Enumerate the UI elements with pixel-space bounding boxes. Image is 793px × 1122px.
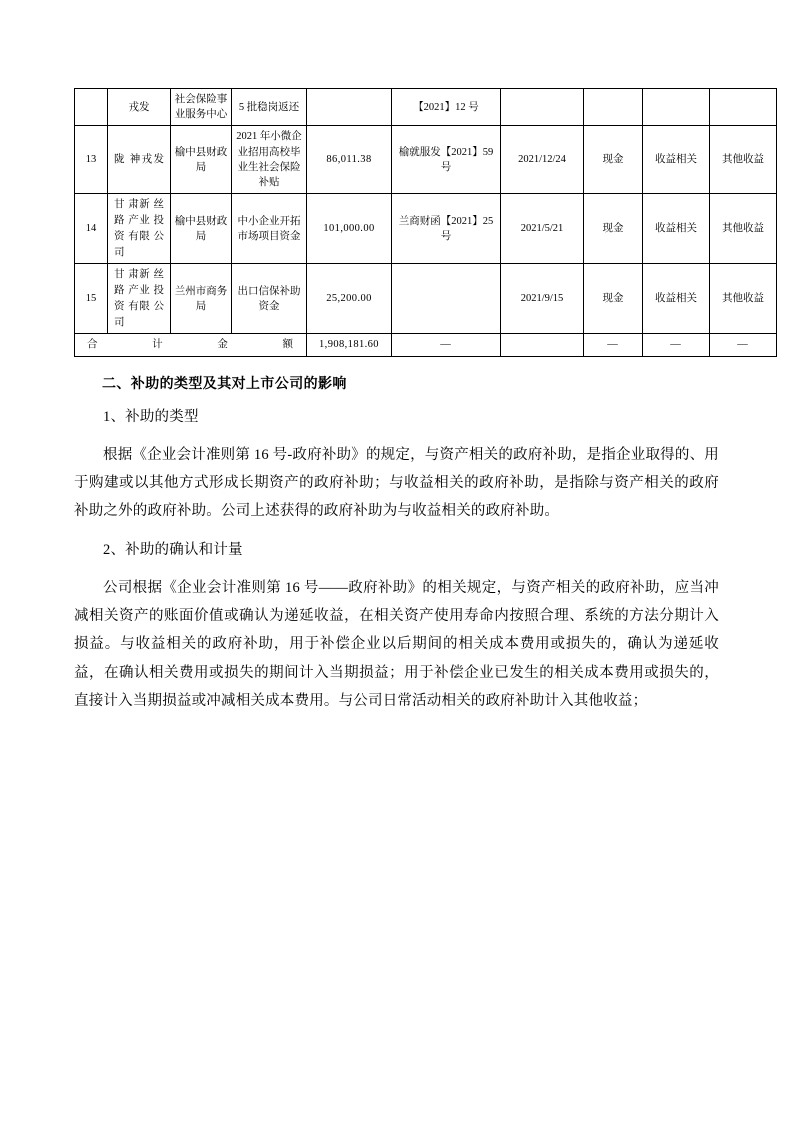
cell-type: 现金: [584, 126, 643, 194]
cell-company-text: 陇 神戎发: [114, 154, 164, 165]
cell-date: 2021/5/21: [501, 194, 584, 264]
cell-date: [501, 89, 584, 126]
subsection-heading-2: 2、补助的确认和计量: [103, 541, 243, 558]
cell-amount: 101,000.00: [307, 194, 392, 264]
table-row: [75, 264, 777, 334]
cell-doc-no: 兰商财函【2021】25 号: [392, 194, 501, 264]
paragraph-2: 公司根据《企业会计准则第 16 号——政府补助》的相关规定，与资产相关的政府补助，应当冲减相关资产的账面价值或确认为递延收益，在相关资产使用寿命内按照合理、系统的方法分期计入损益。与收益相关的政府补助，用于补偿企业以后期间的相关成本费用或损失的，确认为递延收益，在确认相关费用或损失的期间计入当期损益；用于补偿企业已发生的相关成本费用或损失的，直接计入当期损益或冲减相关成本费用。与公司日常活动相关的政府补助计入其他收益；: [74, 579, 719, 709]
table-total-row: [75, 334, 777, 356]
total-doc-no: —: [392, 334, 501, 356]
cell-reason: 中小企业开拓市场项目资金: [232, 194, 307, 264]
cell-type: 现金: [584, 194, 643, 264]
cell-reason: 出口信保补助资金: [232, 264, 307, 334]
cell-date: 2021/12/24: [501, 126, 584, 194]
cell-category: 其他收益: [710, 126, 777, 194]
cell-reason: 5 批稳岗返还: [232, 89, 307, 126]
government-grant-table: [74, 88, 777, 357]
paragraph-1: 根据《企业会计准则第 16 号-政府补助》的规定，与资产相关的政府补助，是指企业取得的、用于购建或以其他方式形成长期资产的政府补助；与收益相关的政府补助，是指除与资产相关的政府补助之外的政府补助。公司上述获得的政府补助为与收益相关的政府补助。: [74, 446, 719, 520]
cell-index: [75, 89, 108, 126]
total-amount: 1,908,181.60: [307, 334, 392, 356]
cell-relation: 收益相关: [643, 264, 710, 334]
total-label-text: 合 计 金 额: [87, 339, 294, 351]
cell-amount: [307, 89, 392, 126]
cell-type: 现金: [584, 264, 643, 334]
section-title: 二、补助的类型及其对上市公司的影响: [102, 376, 347, 392]
cell-doc-no: 【2021】12 号: [392, 89, 501, 126]
cell-issuer: 榆中县财政局: [171, 194, 232, 264]
subsection-heading-1: 1、补助的类型: [103, 408, 199, 425]
cell-index: 15: [75, 264, 108, 334]
total-relation: —: [643, 334, 710, 356]
cell-index: 14: [75, 194, 108, 264]
table-body: [75, 89, 777, 357]
cell-category: 其他收益: [710, 264, 777, 334]
cell-company: 戎发: [108, 89, 171, 126]
cell-date: 2021/9/15: [501, 264, 584, 334]
cell-issuer: 兰州市商务局: [171, 264, 232, 334]
cell-amount: 86,011.38: [307, 126, 392, 194]
cell-company: [108, 194, 171, 264]
cell-company-text: 甘 肃新 丝路 产业 投资 有限 公司: [114, 269, 164, 328]
total-date: [501, 334, 584, 356]
cell-issuer: 榆中县财政局: [171, 126, 232, 194]
cell-reason: 2021 年小微企业招用高校毕业生社会保险补贴: [232, 126, 307, 194]
cell-company: [108, 264, 171, 334]
cell-doc-no: [392, 264, 501, 334]
cell-company-text: 甘 肃新 丝路 产业 投资 有限 公司: [114, 199, 164, 258]
cell-relation: 收益相关: [643, 126, 710, 194]
cell-issuer: 社会保险事业服务中心: [171, 89, 232, 126]
total-label: [75, 334, 307, 356]
cell-category: [710, 89, 777, 126]
table-row: [75, 126, 777, 194]
cell-doc-no: 榆就服发【2021】59 号: [392, 126, 501, 194]
table-row: [75, 194, 777, 264]
cell-amount: 25,200.00: [307, 264, 392, 334]
total-type: —: [584, 334, 643, 356]
cell-category: 其他收益: [710, 194, 777, 264]
table-row: [75, 89, 777, 126]
cell-relation: [643, 89, 710, 126]
cell-type: [584, 89, 643, 126]
cell-relation: 收益相关: [643, 194, 710, 264]
cell-company: [108, 126, 171, 194]
cell-index: 13: [75, 126, 108, 194]
total-category: —: [710, 334, 777, 356]
